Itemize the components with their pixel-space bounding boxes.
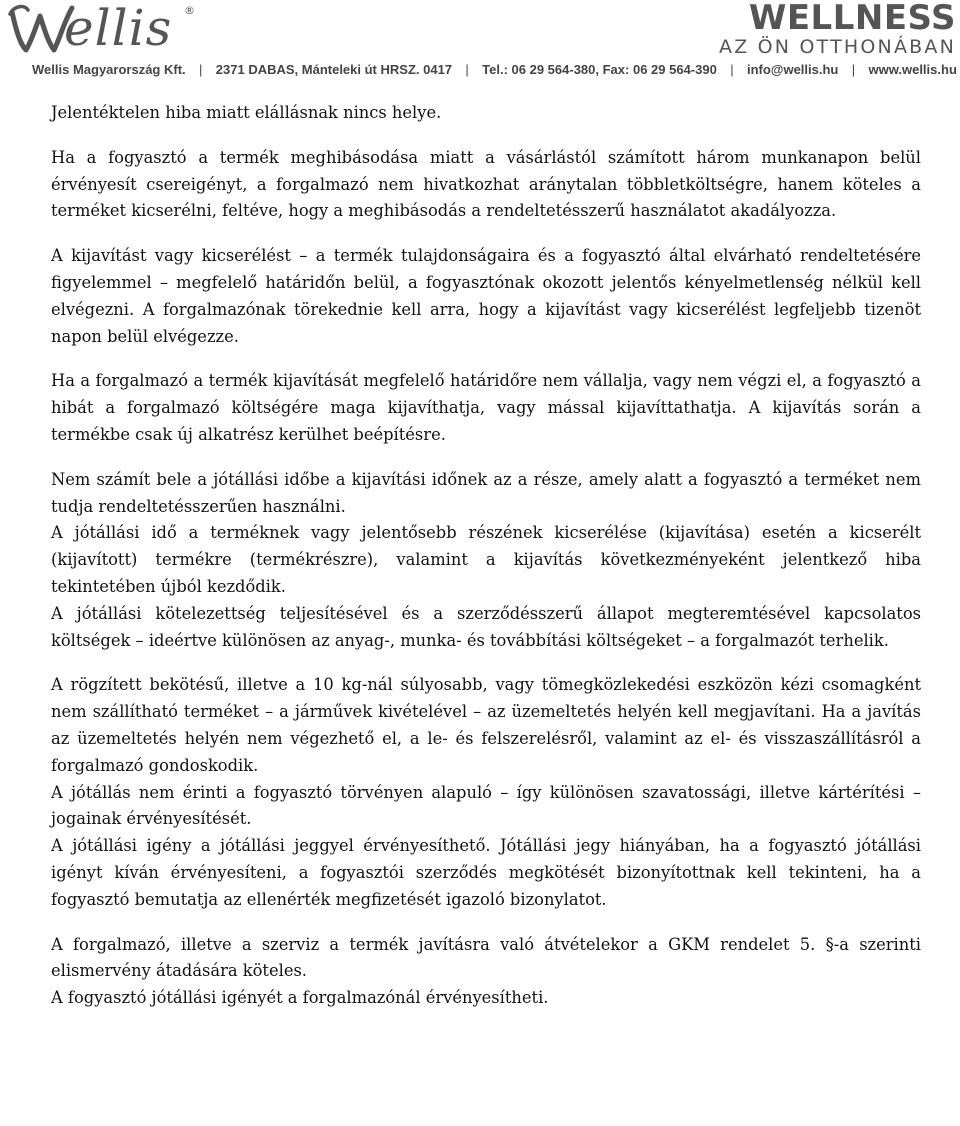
logo-wordmark: ellis	[64, 0, 173, 57]
paragraph: A rögzített bekötésű, illetve a 10 kg-nál súlyosabb, vagy tömegközlekedési eszközön kézi csomagként nem szállítható terméket – a járművek kivételével – az üzemeltetés helyén kell megjavítani. Ha a javítás az üzemeltetés helyén nem végezhető el, a le- és felszerelésről, valamint az el- és visszaszállításról a forgalmazó gondoskodik.	[51, 675, 921, 775]
wellis-logo	[6, 0, 206, 60]
paragraph: A jótállási idő a terméknek vagy jelentősebb részének kicserélése (kijavítása) esetén a kicserélt (kijavított) termékre (termékrészre), valamint a kijavítás következményeként jelentkező hiba tekintetében újból kezdődik.	[51, 523, 921, 596]
paragraph: Nem számít bele a jótállási időbe a kijavítási időnek az a része, amely alatt a fogyasztó a terméket nem tudja rendeltetésszerűen használni.	[51, 469, 921, 516]
paragraph: A fogyasztó jótállási igényét a forgalmazónál érvényesítheti.	[51, 988, 549, 1008]
paragraph: Ha a fogyasztó a termék meghibásodása miatt a vásárlástól számított három munkanapon belül érvényesít csereigényt, a forgalmazó nem hivatkozhat aránytalan többletköltségre, hanem köteles a terméket kicserélni, feltéve, hogy a meghibásodás a rendeltetésszerű használatot akadályozza.	[51, 147, 921, 221]
separator: |	[730, 62, 734, 77]
paragraph: A jótállási igény a jótállási jeggyel érvényesíthető. Jótállási jegy hiányában, ha a fogyasztó jótállási igényt kíván érvényesíteni, a fogyasztói szerződés megkötését bizonyítottnak kell tekinteni, ha a fogyasztó bemutatja az ellenérték megfizetését igazoló bizonylatot.	[51, 836, 921, 909]
contact-bar	[32, 62, 957, 77]
paragraph: A forgalmazó, illetve a szerviz a termék javításra való átvételekor a GKM rendelet 5. §-a szerinti elismervény átadására köteles.	[51, 934, 921, 981]
document-body	[51, 100, 921, 1012]
brand-subtitle: AZ ÖN OTTHONÁBAN	[719, 36, 956, 58]
letterhead	[0, 0, 960, 86]
separator: |	[199, 62, 203, 77]
separator: |	[465, 62, 469, 77]
separator: |	[851, 62, 856, 77]
brand-title: WELLNESS	[748, 0, 956, 38]
paragraph: A jótállás nem érinti a fogyasztó törvényen alapuló – így különösen szavatossági, illetve kártérítési – jogainak érvényesítését.	[51, 782, 921, 829]
registered-mark: ®	[184, 4, 195, 17]
paragraph: A kijavítást vagy kicserélést – a termék tulajdonságaira és a fogyasztó által elvárható rendeltetésére figyelemmel – megfelelő határidőn belül, a fogyasztónak okozott jelentős kényelmetlenség nélkül kell elvégezni. A forgalmazónak törekednie kell arra, hogy a kijavítást vagy kicserélést legfeljebb tizenöt napon belül elvégezze.	[51, 246, 921, 346]
company-website[interactable]: www.wellis.hu	[868, 62, 957, 77]
paragraph: Ha a forgalmazó a termék kijavítását megfelelő határidőre nem vállalja, vagy nem végzi el, a fogyasztó a hibát a forgalmazó költségére maga kijavíthatja, vagy mással kijavíttathatja. A kijavítás során a termékbe csak új alkatrész kerülhet beépítésre.	[51, 371, 921, 444]
company-phone-fax: Tel.: 06 29 564-380, Fax: 06 29 564-390	[482, 62, 717, 77]
paragraph: A jótállási kötelezettség teljesítésével és a szerződésszerű állapot megteremtésével kapcsolatos költségek – ideértve különösen az anyag-, munka- és továbbítási költségeket – a forgalmazót terhelik.	[51, 603, 921, 650]
company-name: Wellis Magyarország Kft.	[32, 62, 186, 77]
company-email[interactable]: info@wellis.hu	[746, 62, 839, 77]
brand-block	[719, 0, 956, 58]
company-address: 2371 DABAS, Mánteleki út HRSZ. 0417	[215, 62, 453, 77]
paragraph: Jelentéktelen hiba miatt elállásnak nincs helye.	[51, 103, 442, 122]
